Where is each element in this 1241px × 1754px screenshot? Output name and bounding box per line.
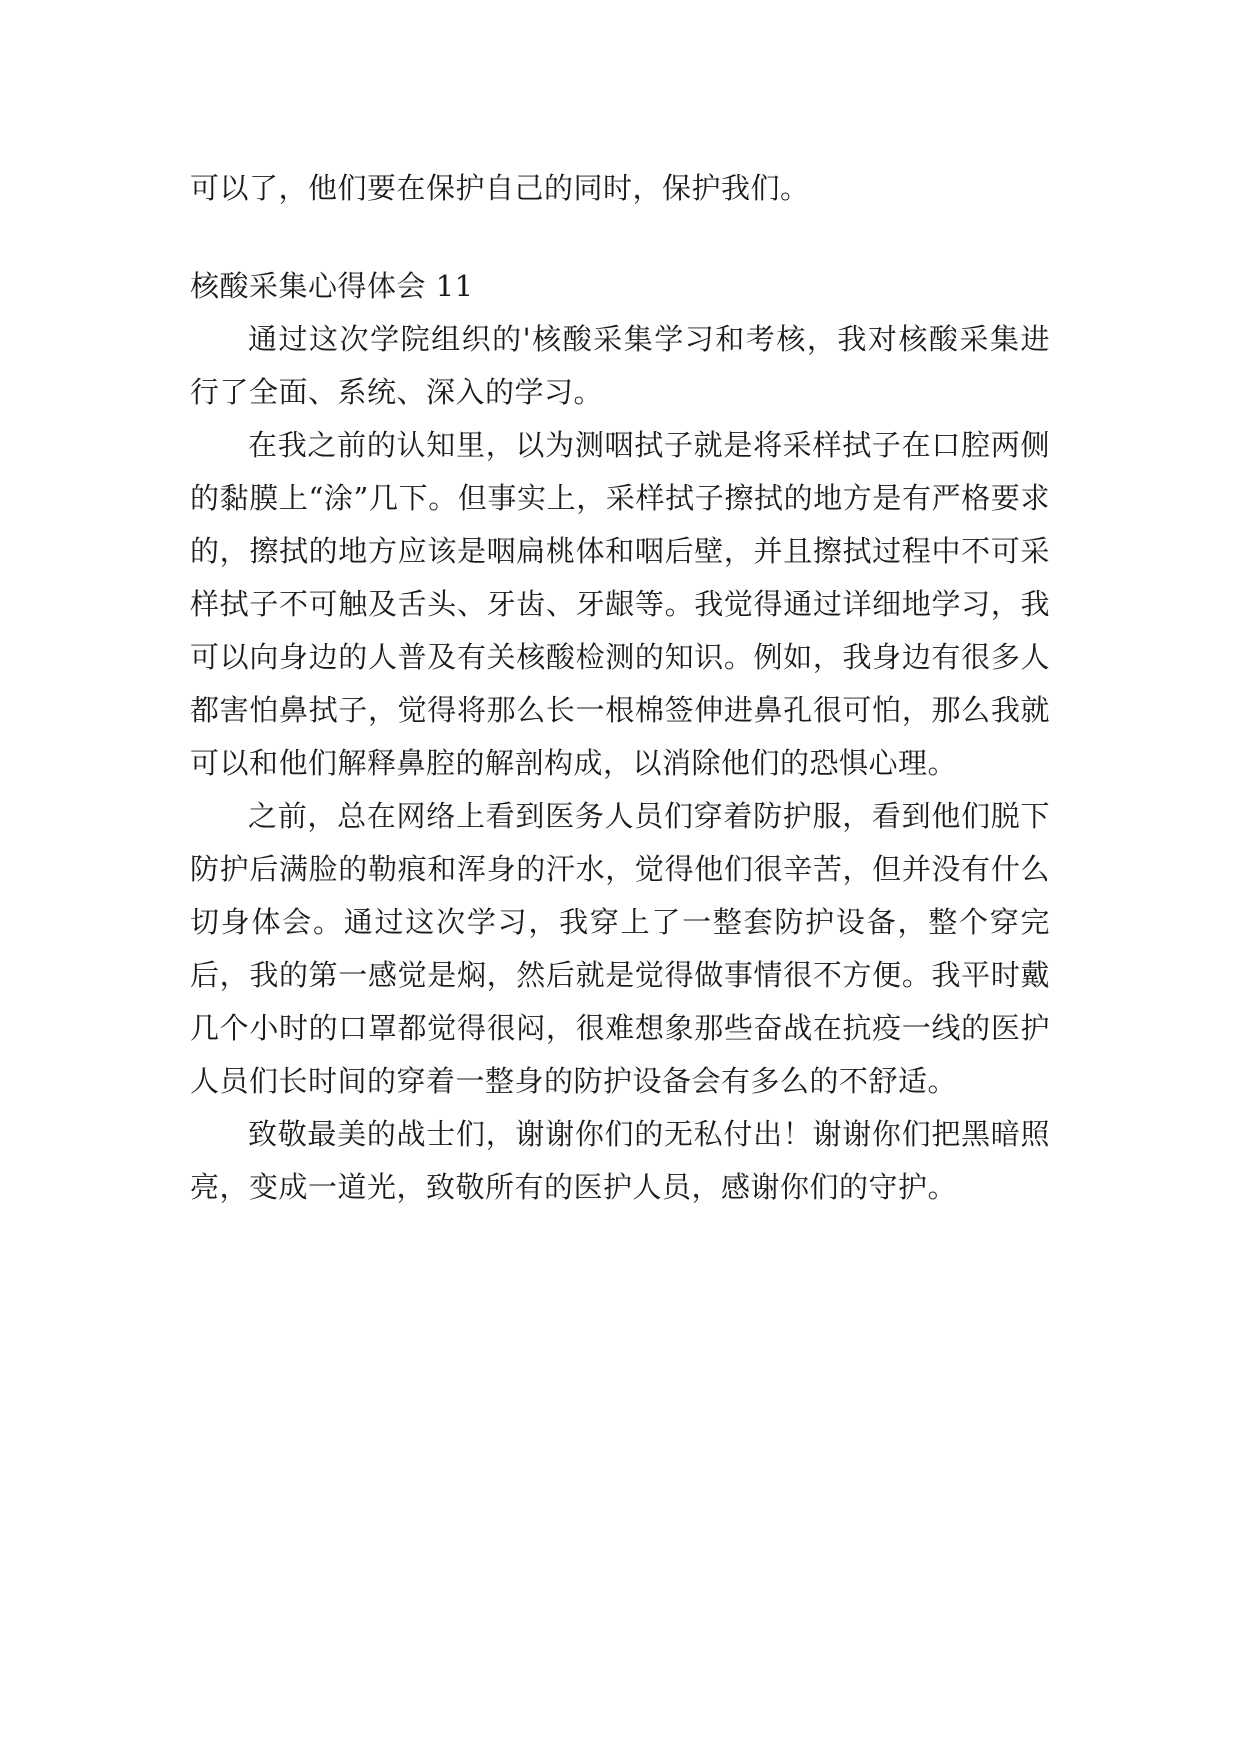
body-paragraph: 致敬最美的战士们，谢谢你们的无私付出！谢谢你们把黑暗照亮，变成一道光，致敬所有的医护人员，感谢你们的守护。 — [190, 1117, 1050, 1204]
document-body — [190, 162, 1050, 1214]
section-heading: 核酸采集心得体会 11 — [190, 269, 474, 303]
body-paragraph: 之前，总在网络上看到医务人员们穿着防护服，看到他们脱下防护后满脸的勒痕和浑身的汗水，觉得他们很辛苦，但并没有什么切身体会。通过这次学习，我穿上了一整套防护设备，整个穿完后，我的第一感觉是焖，然后就是觉得做事情很不方便。我平时戴几个小时的口罩都觉得很闷，很难想象那些奋战在抗疫一线的医护人员们长时间的穿着一整身的防护设备会有多么的不舒适。 — [190, 799, 1050, 1098]
body-paragraph: 在我之前的认知里，以为测咽拭子就是将采样拭子在口腔两侧的黏膜上“涂”几下。但事实上，采样拭子擦拭的地方是有严格要求的，擦拭的地方应该是咽扁桃体和咽后壁，并且擦拭过程中不可采样拭子不可触及舌头、牙齿、牙龈等。我觉得通过详细地学习，我可以向身边的人普及有关核酸检测的知识。例如，我身边有很多人都害怕鼻拭子，觉得将那么长一根棉签伸进鼻孔很可怕，那么我就可以和他们解释鼻腔的解剖构成，以消除他们的恐惧心理。 — [190, 428, 1050, 780]
body-paragraph: 通过这次学院组织的'核酸采集学习和考核，我对核酸采集进行了全面、系统、深入的学习。 — [190, 322, 1050, 409]
continuation-paragraph: 可以了，他们要在保护自己的同时，保护我们。 — [190, 171, 810, 205]
